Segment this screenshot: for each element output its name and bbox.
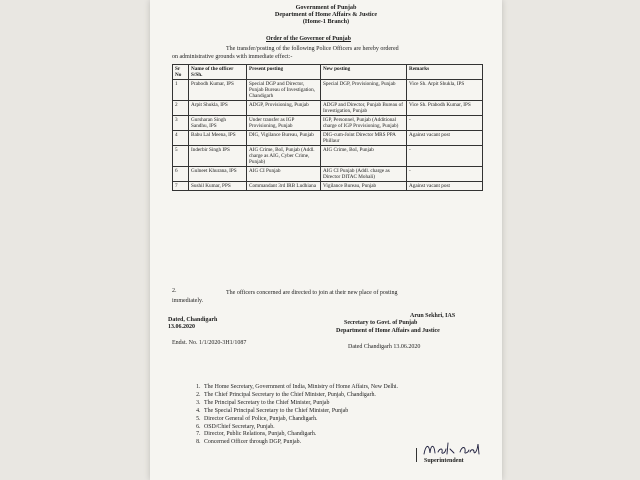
cell-remarks: Vice Sh. Arpit Shukla, IPS [407, 80, 483, 101]
table-row [173, 167, 483, 182]
para2-line-2: immediately. [172, 298, 204, 304]
cell-sr: 2 [173, 101, 189, 116]
column-header-sr: Sr No [173, 65, 189, 80]
transfer-table [172, 64, 483, 191]
cell-present: Under transfer as IGP Provisioning, Punjab [247, 116, 321, 131]
signatory-department: Department of Home Affairs and Justice [336, 328, 440, 334]
endorsement-item: 8. Concerned Officer through DGP, Punjab. [202, 439, 502, 447]
cell-sr: 7 [173, 182, 189, 191]
table-row [173, 146, 483, 167]
handwritten-signature [420, 440, 484, 458]
cell-name: Sushil Kumar, PPS [189, 182, 247, 191]
endorsement-item: 7. Director, Public Relations, Punjab, Chandigarh. [202, 431, 502, 439]
table-row [173, 182, 483, 191]
cell-present: Special DGP and Director, Punjab Bureau of Investigation, Chandigarh [247, 80, 321, 101]
endorsement-item: 6. OSD/Chief Secretary, Punjab. [202, 424, 502, 432]
cell-remarks: - [407, 146, 483, 167]
order-title: Order of the Governor of Punjab [266, 36, 351, 42]
cell-new: Vigilance Bureau, Punjab [321, 182, 407, 191]
cell-name: Babu Lal Meena, IPS [189, 131, 247, 146]
header-government: Government of Punjab [295, 4, 357, 11]
column-header-name: Name of the officer S/Sh. [189, 65, 247, 80]
cell-new: ADGP and Director, Punjab Bureau of Investigation, Punjab [321, 101, 407, 116]
cell-remarks: - [407, 116, 483, 131]
endorsement-item: 4. The Special Principal Secretary to the Chief Minister, Punjab [202, 408, 502, 416]
para2-line-1: The officers concerned are directed to join at their new place of posting [226, 290, 398, 296]
cell-name: Gursharan Singh Sandhu, IPS [189, 116, 247, 131]
superintendent-label: Superintendent [424, 458, 464, 464]
cell-remarks: Against vacant post [407, 131, 483, 146]
cell-name: Prabodh Kumar, IPS [189, 80, 247, 101]
cell-present: AIG CI Punjab [247, 167, 321, 182]
cell-new: DIG-cum-Joint Director MRS PPA Phillaur [321, 131, 407, 146]
endorsement-item: 2. The Chief Principal Secretary to the Chief Minister, Punjab, Chandigarh. [202, 392, 502, 400]
column-header-present-posting: Present posting [247, 65, 321, 80]
endorsement-number: Endst. No. 1/1/2020-3H1/1087 [172, 340, 247, 346]
cell-new: IGP, Personnel, Punjab (Additional charge of IGP Provisioning, Punjab) [321, 116, 407, 131]
cell-new: AIG CI Punjab (Addl. charge as Director DITAC Mohali) [321, 167, 407, 182]
cell-remarks: - [407, 167, 483, 182]
endorsement-list [190, 384, 502, 447]
header-branch: (Home-1 Branch) [302, 18, 350, 25]
cell-present: DIG, Vigilance Bureau, Punjab [247, 131, 321, 146]
column-header-remarks: Remarks [407, 65, 483, 80]
signatory-dated: Dated Chandigarh 13.06.2020 [348, 344, 421, 350]
cell-sr: 4 [173, 131, 189, 146]
intro-line-2: on administrative grounds with immediate effect:- [172, 54, 293, 60]
header-department: Department of Home Affairs & Justice [274, 11, 378, 18]
table-row [173, 101, 483, 116]
cell-new: AIG Crime, BoI, Punjab [321, 146, 407, 167]
cell-name: Inderbir Singh IPS [189, 146, 247, 167]
table-row [173, 80, 483, 101]
para2-number: 2. [172, 288, 177, 294]
cell-remarks: Vice Sh. Prabodh Kumar, IPS [407, 101, 483, 116]
cell-present: AIG Crime, BoI, Punjab (Addl. charge as AIG, Cyber Crime, Punjab) [247, 146, 321, 167]
column-header-new-posting: New posting [321, 65, 407, 80]
cell-sr: 5 [173, 146, 189, 167]
endorsement-item: 3. The Principal Secretary to the Chief Minister, Punjab [202, 400, 502, 408]
signatory-designation: Secretary to Govt. of Punjab [344, 320, 418, 326]
cell-sr: 3 [173, 116, 189, 131]
cell-name: Gulneet Khurana, IPS [189, 167, 247, 182]
dated-date: 13.06.2020 [168, 324, 195, 330]
signatory-name: Arun Sekhri, IAS [410, 313, 456, 319]
cell-remarks: Against vacant post [407, 182, 483, 191]
table-row [173, 116, 483, 131]
dated-label: Dated, Chandigarh [168, 317, 218, 323]
endorsement-item: 5. Director General of Police, Punjab, Chandigarh. [202, 416, 502, 424]
cell-present: ADGP, Provisioning, Punjab [247, 101, 321, 116]
cell-present: Commandant 3rd IRB Ludhiana [247, 182, 321, 191]
table-row [173, 131, 483, 146]
intro-line-1: The transfer/posting of the following Police Officers are hereby ordered [226, 46, 399, 52]
cell-name: Arpit Shukla, IPS [189, 101, 247, 116]
table-header-row [173, 65, 483, 80]
cell-sr: 6 [173, 167, 189, 182]
cell-sr: 1 [173, 80, 189, 101]
endorsement-item: 1. The Home Secretary, Government of India, Ministry of Home Affairs, New Delhi. [202, 384, 502, 392]
cell-new: Special DGP, Provisioning, Punjab [321, 80, 407, 101]
